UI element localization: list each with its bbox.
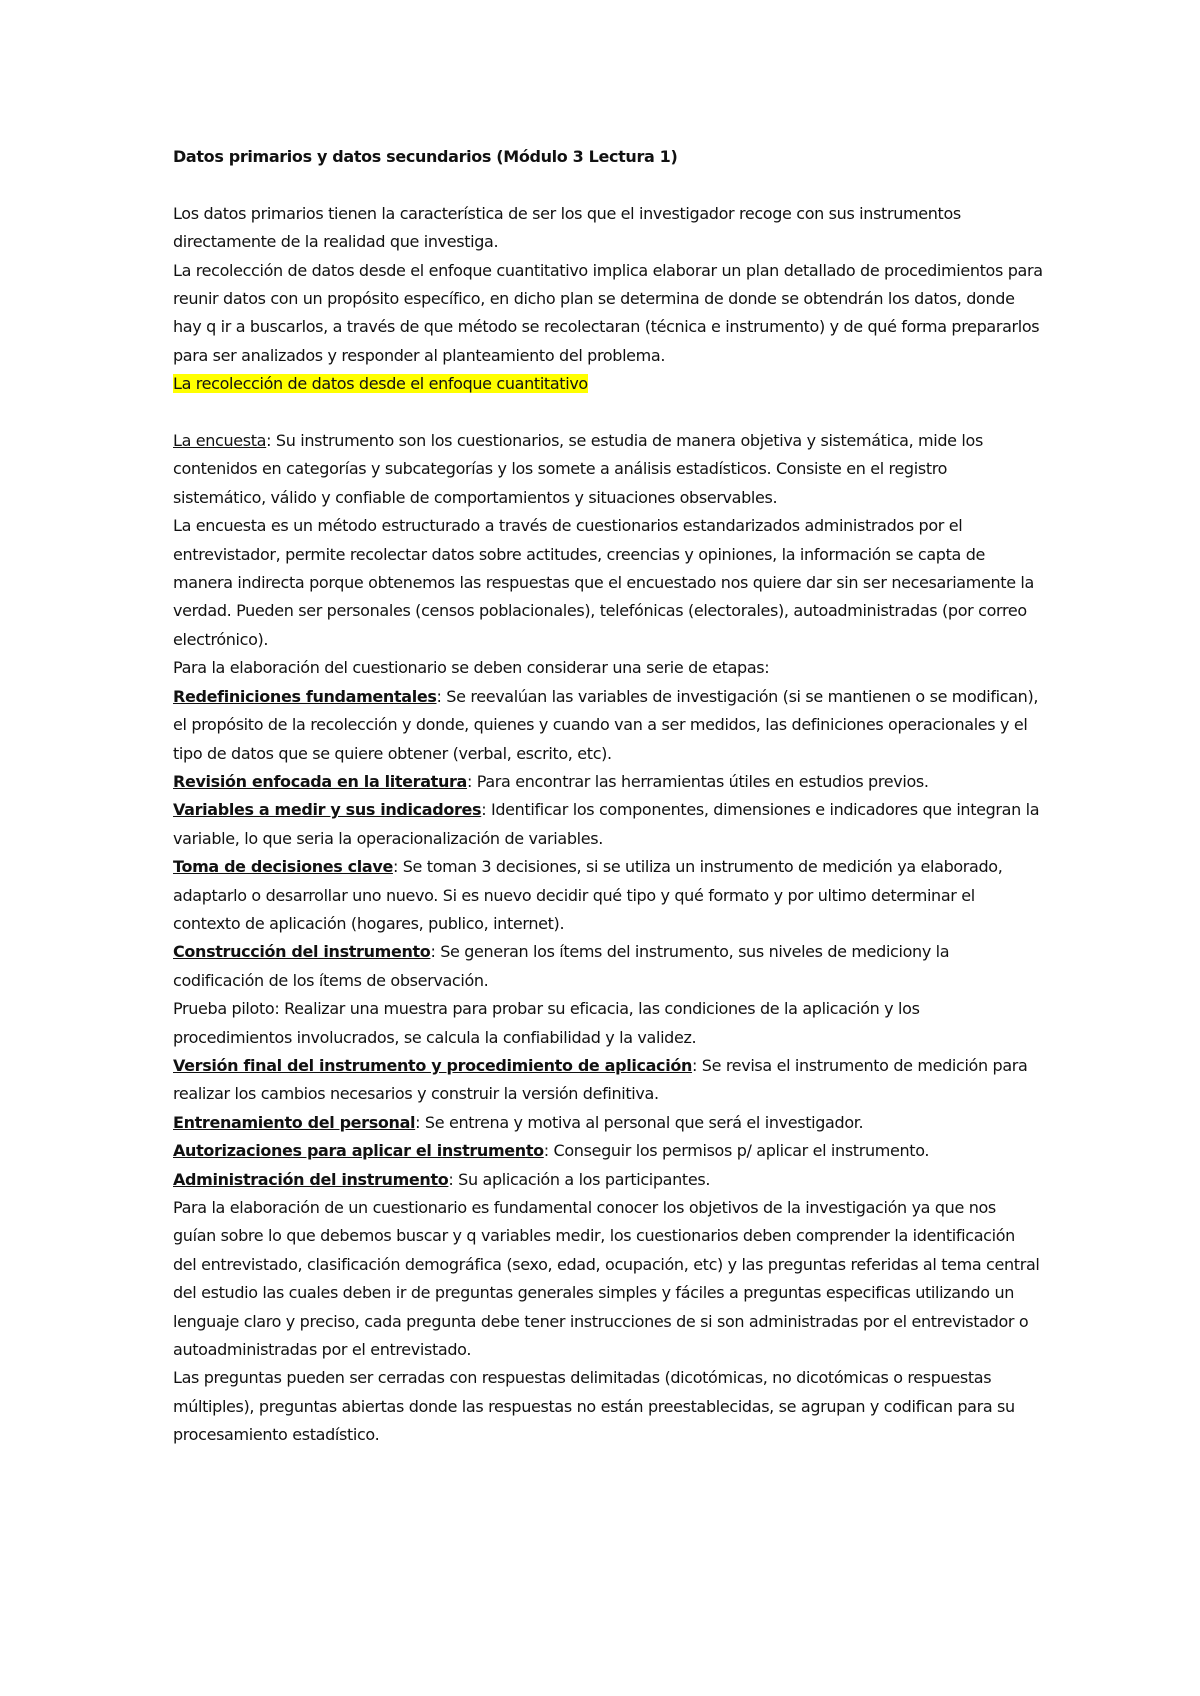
- paragraph-prueba-piloto: Prueba piloto: Realizar una muestra para probar su eficacia, las condiciones de la aplicación y los procedimientos involucrados, se calcula la confiabilidad y la validez.: [173, 999, 920, 1047]
- step-term: Versión final del instrumento y procedimiento de aplicación: [173, 1055, 693, 1075]
- step-term: Construcción del instrumento: [173, 942, 431, 962]
- step-item: [173, 768, 1043, 796]
- highlighted-text: La recolección de datos desde el enfoque cuantitativo: [173, 374, 588, 394]
- paragraph-objetivos: Para la elaboración de un cuestionario es fundamental conocer los objetivos de la investigación ya que nos guían sobre lo que debemos buscar y q variables medir, los cuestionarios deben comprender la identificación del entrevistado, clasificación demográfica (sexo, edad, ocupación, etc) y las preguntas referidas al tema central del estudio las cuales deben ir de preguntas generales simples y fáciles a preguntas especificas utilizando un lenguaje claro y preciso, cada pregunta debe tener instrucciones de si son administradas por el entrevistador o autoadministradas por el entrevistado.: [173, 1198, 1040, 1360]
- paragraph-recoleccion: La recolección de datos desde el enfoque cuantitativo implica elaborar un plan detallado de procedimientos para reunir datos con un propósito específico, en dicho plan se determina de donde se obtendrán los datos, donde hay q ir a buscarlos, a través de que método se recolectaran (técnica e instrumento) y de qué forma prepararlos para ser analizados y responder al planteamiento del problema.: [173, 260, 1043, 365]
- paragraph-preguntas: Las preguntas pueden ser cerradas con respuestas delimitadas (dicotómicas, no dicotómicas o respuestas múltiples), preguntas abiertas donde las respuestas no están preestablecidas, se agrupan y codifican para su procesamiento estadístico.: [173, 1368, 1015, 1445]
- step-item: [173, 1166, 1043, 1194]
- step-term: Variables a medir y sus indicadores: [173, 800, 482, 820]
- step-text: : Se entrena y motiva al personal que será el investigador.: [415, 1112, 864, 1132]
- step-text: : Se reevalúan las variables de investigación (si se mantienen o se modifican), el propósito de la recolección y donde, quienes y cuando van a ser medidos, las definiciones operacionales y el tipo de datos que se quiere obtener (verbal, escrito, etc).: [173, 686, 1039, 763]
- step-item: [173, 683, 1043, 768]
- term-encuesta: La encuesta: [173, 431, 267, 451]
- step-text: : Se toman 3 decisiones, si se utiliza un instrumento de medición ya elaborado, adaptarlo o desarrollar uno nuevo. Si es nuevo decidir qué tipo y qué formato y por ultimo determinar el contexto de aplicación (hogares, publico, internet).: [173, 857, 1003, 933]
- step-text: : Su aplicación a los participantes.: [448, 1169, 711, 1189]
- paragraph-encuesta-metodo: La encuesta es un método estructurado a través de cuestionarios estandarizados administrados por el entrevistador, permite recolectar datos sobre actitudes, creencias y opiniones, la información se capta de manera indirecta porque obtenemos las respuestas que el encuestado nos quiere dar sin ser necesariamente la verdad. Pueden ser personales (censos poblacionales), telefónicas (electorales), autoadministradas (por correo electrónico).: [173, 516, 1034, 649]
- document-title: Datos primarios y datos secundarios (Módulo 3 Lectura 1): [173, 147, 678, 166]
- blank-line: [173, 171, 1043, 199]
- paragraph-datos-primarios: Los datos primarios tienen la característica de ser los que el investigador recoge con sus instrumentos directamente de la realidad que investiga.: [173, 203, 961, 252]
- step-text: : Conseguir los permisos p/ aplicar el instrumento.: [543, 1141, 930, 1161]
- blank-line: [173, 399, 1043, 427]
- step-term: Toma de decisiones clave: [173, 857, 393, 877]
- step-text: : Se revisa el instrumento de medición para realizar los cambios necesarios y construir la versión definitiva.: [173, 1055, 1028, 1104]
- step-term: Revisión enfocada en la literatura: [173, 771, 467, 791]
- step-term: Administración del instrumento: [173, 1169, 449, 1189]
- step-item: [173, 1137, 1043, 1165]
- step-item: [173, 1052, 1043, 1109]
- step-text: : Se generan los ítems del instrumento, sus niveles de mediciony la codificación de los ítems de observación.: [173, 942, 950, 990]
- step-term: Redefiniciones fundamentales: [173, 686, 437, 706]
- highlighted-heading: [173, 370, 1043, 398]
- step-item: [173, 796, 1043, 853]
- step-text: : Para encontrar las herramientas útiles en estudios previos.: [467, 771, 929, 791]
- step-item: [173, 853, 1043, 938]
- step-term: Autorizaciones para aplicar el instrumento: [173, 1141, 544, 1161]
- definition-encuesta: : Su instrumento son los cuestionarios, se estudia de manera objetiva y sistemática, mide los contenidos en categorías y subcategorías y los somete a análisis estadísticos. Consiste en el registro sistemático, válido y confiable de comportamientos y situaciones observables.: [173, 431, 983, 507]
- paragraph-encuesta: [173, 427, 1043, 512]
- step-item: [173, 938, 1043, 995]
- step-text: : Identificar los componentes, dimensiones e indicadores que integran la variable, lo que seria la operacionalización de variables.: [173, 800, 1040, 848]
- document-body: [173, 143, 1043, 1450]
- step-item: [173, 1109, 1043, 1137]
- paragraph-etapas-intro: Para la elaboración del cuestionario se deben considerar una serie de etapas:: [173, 658, 770, 678]
- step-term: Entrenamiento del personal: [173, 1112, 416, 1132]
